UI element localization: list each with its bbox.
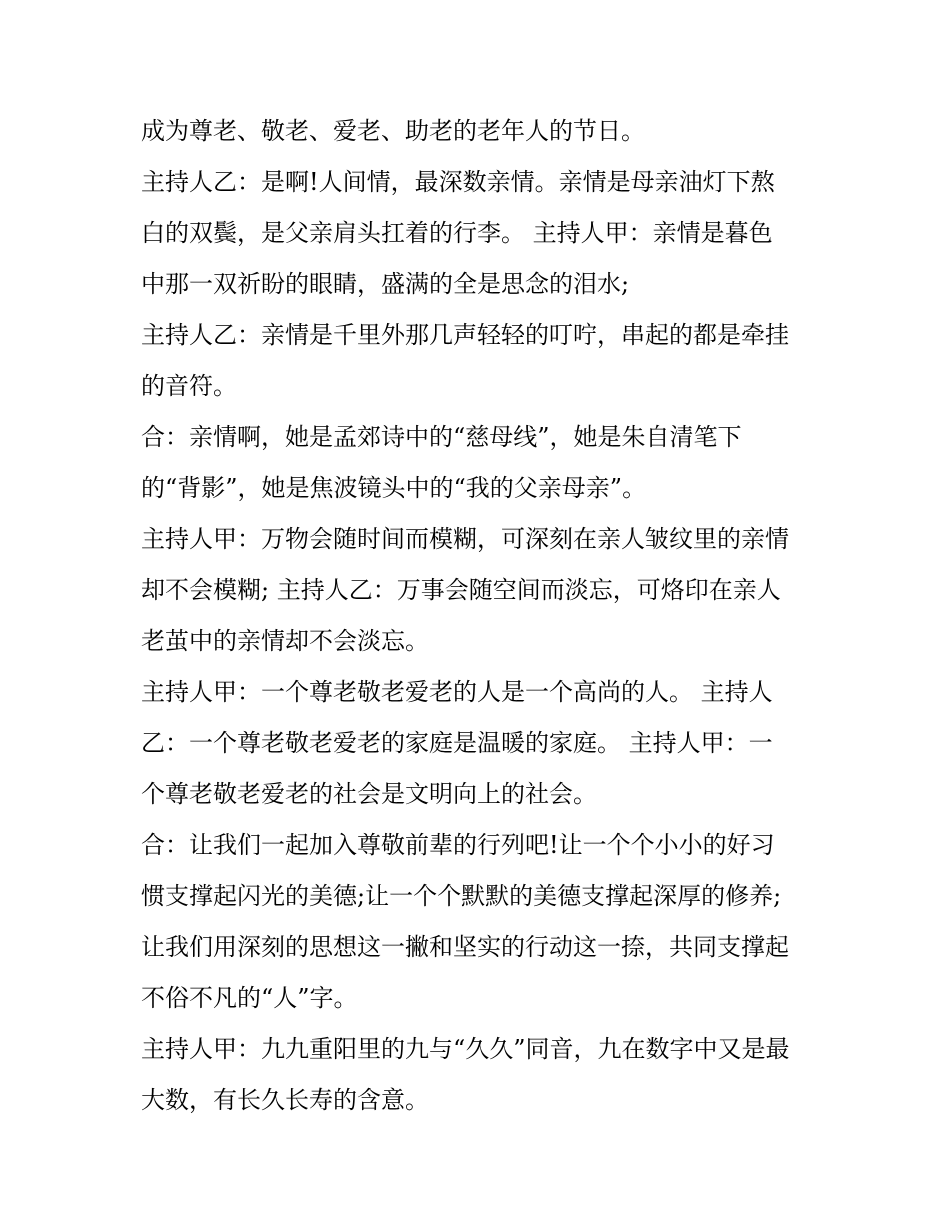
document-body (141, 106, 831, 1126)
text-line: 不俗不凡的“人”字。 (141, 984, 358, 1012)
text-line: 白的双鬓，是父亲肩头扛着的行李。 主持人甲：亲情是暮色 (141, 219, 773, 247)
text-line: 成为尊老、敬老、爱老、助老的老年人的节日。 (141, 117, 645, 145)
text-line: 主持人乙：是啊!人间情，最深数亲情。亲情是母亲油灯下熬 (141, 168, 775, 196)
text-line: 主持人乙：亲情是千里外那几声轻轻的叮咛，串起的都是牵挂 (141, 321, 789, 349)
text-line: 老茧中的亲情却不会淡忘。 (141, 627, 429, 655)
text-line: 乙：一个尊老敬老爱老的家庭是温暖的家庭。 主持人甲：一 (141, 729, 773, 757)
text-line: 主持人甲：万物会随时间而模糊，可深刻在亲人皱纹里的亲情 (141, 525, 789, 553)
text-line: 惯支撑起闪光的美德;让一个个默默的美德支撑起深厚的修养; (141, 882, 782, 910)
text-line: 个尊老敬老爱老的社会是文明向上的社会。 (141, 780, 597, 808)
text-line: 大数，有长久长寿的含意。 (141, 1086, 429, 1114)
text-line: 却不会模糊; 主持人乙：万事会随空间而淡忘，可烙印在亲人 (141, 576, 781, 604)
text-line: 主持人甲：九九重阳里的九与“久久”同音，九在数字中又是最 (141, 1035, 790, 1063)
text-line: 合：让我们一起加入尊敬前辈的行列吧!让一个个小小的好习 (141, 831, 775, 859)
text-line: 的音符。 (141, 372, 237, 400)
text-line: 主持人甲：一个尊老敬老爱老的人是一个高尚的人。 主持人 (141, 678, 773, 706)
text-line: 合：亲情啊，她是孟郊诗中的“慈母线”，她是朱自清笔下 (141, 423, 742, 451)
text-line: 的“背影”，她是焦波镜头中的“我的父亲母亲”。 (141, 474, 647, 502)
text-line: 中那一双祈盼的眼睛，盛满的全是思念的泪水; (141, 270, 630, 298)
text-line: 让我们用深刻的思想这一撇和坚实的行动这一捺，共同支撑起 (141, 933, 789, 961)
